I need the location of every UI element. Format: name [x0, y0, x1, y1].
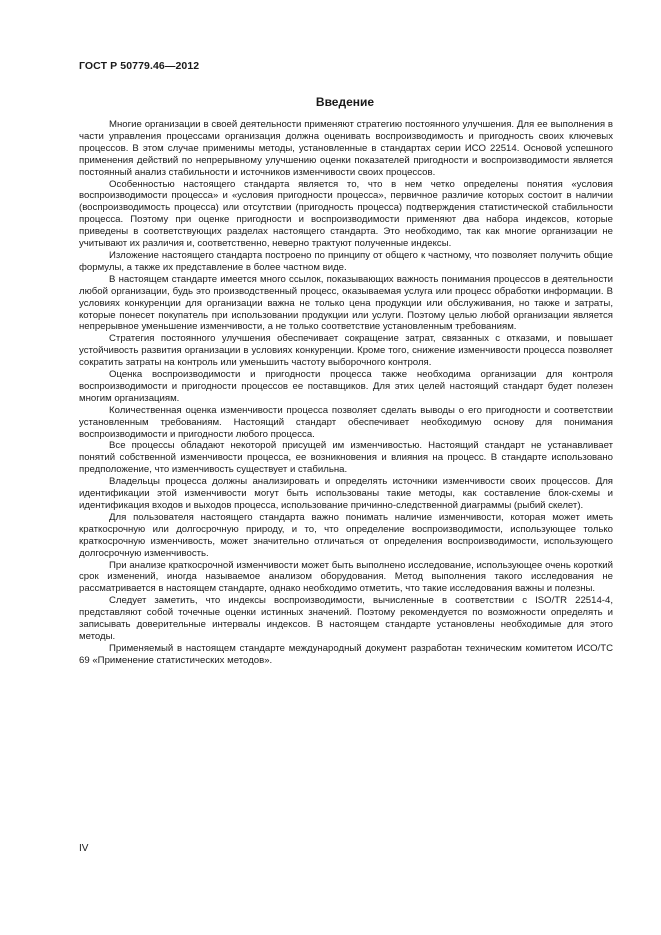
- paragraph-3: Изложение настоящего стандарта построено по принципу от общего к частному, что позволяет получить общие формулы, а также их представление в более частном виде.: [79, 249, 613, 273]
- paragraph-1: Многие организации в своей деятельности применяют стратегию постоянного улучшения. Для ее выполнения в части управления процессами организация должна оценивать воспроизводимость и пригодность своих ключевых процессов. В этом случае применимы методы, установленные в стандартах серии ИСО 22514. Основой успешного применения действий по непрерывному улучшению оценки показателей пригодности и воспроизводимости является постоянный анализ стабильности и источников изменчивости своих процессов.: [79, 119, 613, 178]
- paragraph-6: Оценка воспроизводимости и пригодности процесса также необходима организации для контроля воспроизводимости и пригодности процессов ее поставщиков. Для этих целей настоящий стандарт будет полезен многим организациям.: [79, 369, 613, 404]
- paragraph-4: В настоящем стандарте имеется много ссылок, показывающих важность понимания процессов в деятельности любой организации, будь это производственный процесс, оказываемая услуга или процесс обработки информации. В условиях конкуренции для организации важна не только цена продукции или обслуживания, но также и затраты, которые понесет покупатель при использовании продукции или услуги. Поэтому целью любой организации является непрерывное уменьшение изменчивости, а не только соответствие установленным требованиям.: [79, 273, 613, 333]
- page-number: IV: [79, 843, 89, 854]
- paragraph-5: Стратегия постоянного улучшения обеспечивает сокращение затрат, связанных с отказами, и повышает устойчивость развития организации в условиях конкуренции. Кроме того, снижение изменчивости процесса позволяет сократить затраты на контроль или уменьшить частоту выборочного контроля.: [79, 333, 613, 369]
- paragraph-7: Количественная оценка изменчивости процесса позволяет сделать выводы о его пригодности и соответствии установленным требованиям. Настоящий стандарт обеспечивает необходимую основу для понимания воспроизводимости и пригодности любого процесса.: [79, 404, 613, 440]
- paragraph-11: При анализе краткосрочной изменчивости может быть выполнено исследование, использующее очень короткий срок изменений, иногда называемое анализом оборудования. Метод выполнения такого исследования не рассматривается в настоящем стандарте, однако необходимо отметить, что такие исследования важны и полезны.: [79, 559, 613, 595]
- standard-id-header: ГОСТ Р 50779.46—2012: [79, 60, 200, 72]
- paragraph-12: Следует заметить, что индексы воспроизводимости, вычисленные в соответствии с ISO/TR 22514-4, представляют собой точечные оценки истинных значений. Поэтому рекомендуется по возможности определять и записывать доверительные интервалы индексов. В настоящем стандарте установлены необходимые для этого методы.: [79, 595, 613, 642]
- paragraph-10: Для пользователя настоящего стандарта важно понимать наличие изменчивости, которая может иметь краткосрочную или долгосрочную природу, и то, что определение воспроизводимости, использующее только краткосрочную изменчивость, может значительно отличаться от определения воспроизводимости, использующего долгосрочную изменчивость.: [79, 511, 613, 559]
- introduction-body: [79, 119, 613, 667]
- paragraph-8: Все процессы обладают некоторой присущей им изменчивостью. Настоящий стандарт не устанавливает понятий собственной изменчивости процесса, ее возникновения и влияния на процесс. В стандарте использовано предположение, что изменчивость существует и стабильна.: [79, 440, 613, 476]
- paragraph-9: Владельцы процесса должны анализировать и определять источники изменчивости своих процессов. Для идентификации этой изменчивости могут быть использованы такие методы, как составление блок-схемы и идентификация входов и выходов процесса, использование причинно-следственной диаграммы (рыбий скелет).: [79, 476, 613, 511]
- paragraph-2: Особенностью настоящего стандарта является то, что в нем четко определены понятия «условия воспроизводимости процесса» и «условия пригодности процесса», первичное различие которых состоит в наличии (воспроизводимость процесса) или отсутствии (пригодность процесса) подтверждения статистической стабильности процесса. Поэтому при оценке пригодности и воспроизводимости применяют два набора индексов, которые приведены в соответствующих разделах настоящего стандарта. Это необходимо, так как многие организации не учитывают их различия и, соответственно, неверно трактуют полученные индексы.: [79, 178, 613, 250]
- section-title: Введение: [315, 95, 375, 109]
- paragraph-13: Применяемый в настоящем стандарте международный документ разработан техническим комитетом ИСО/ТС 69 «Применение статистических методов».: [79, 642, 613, 666]
